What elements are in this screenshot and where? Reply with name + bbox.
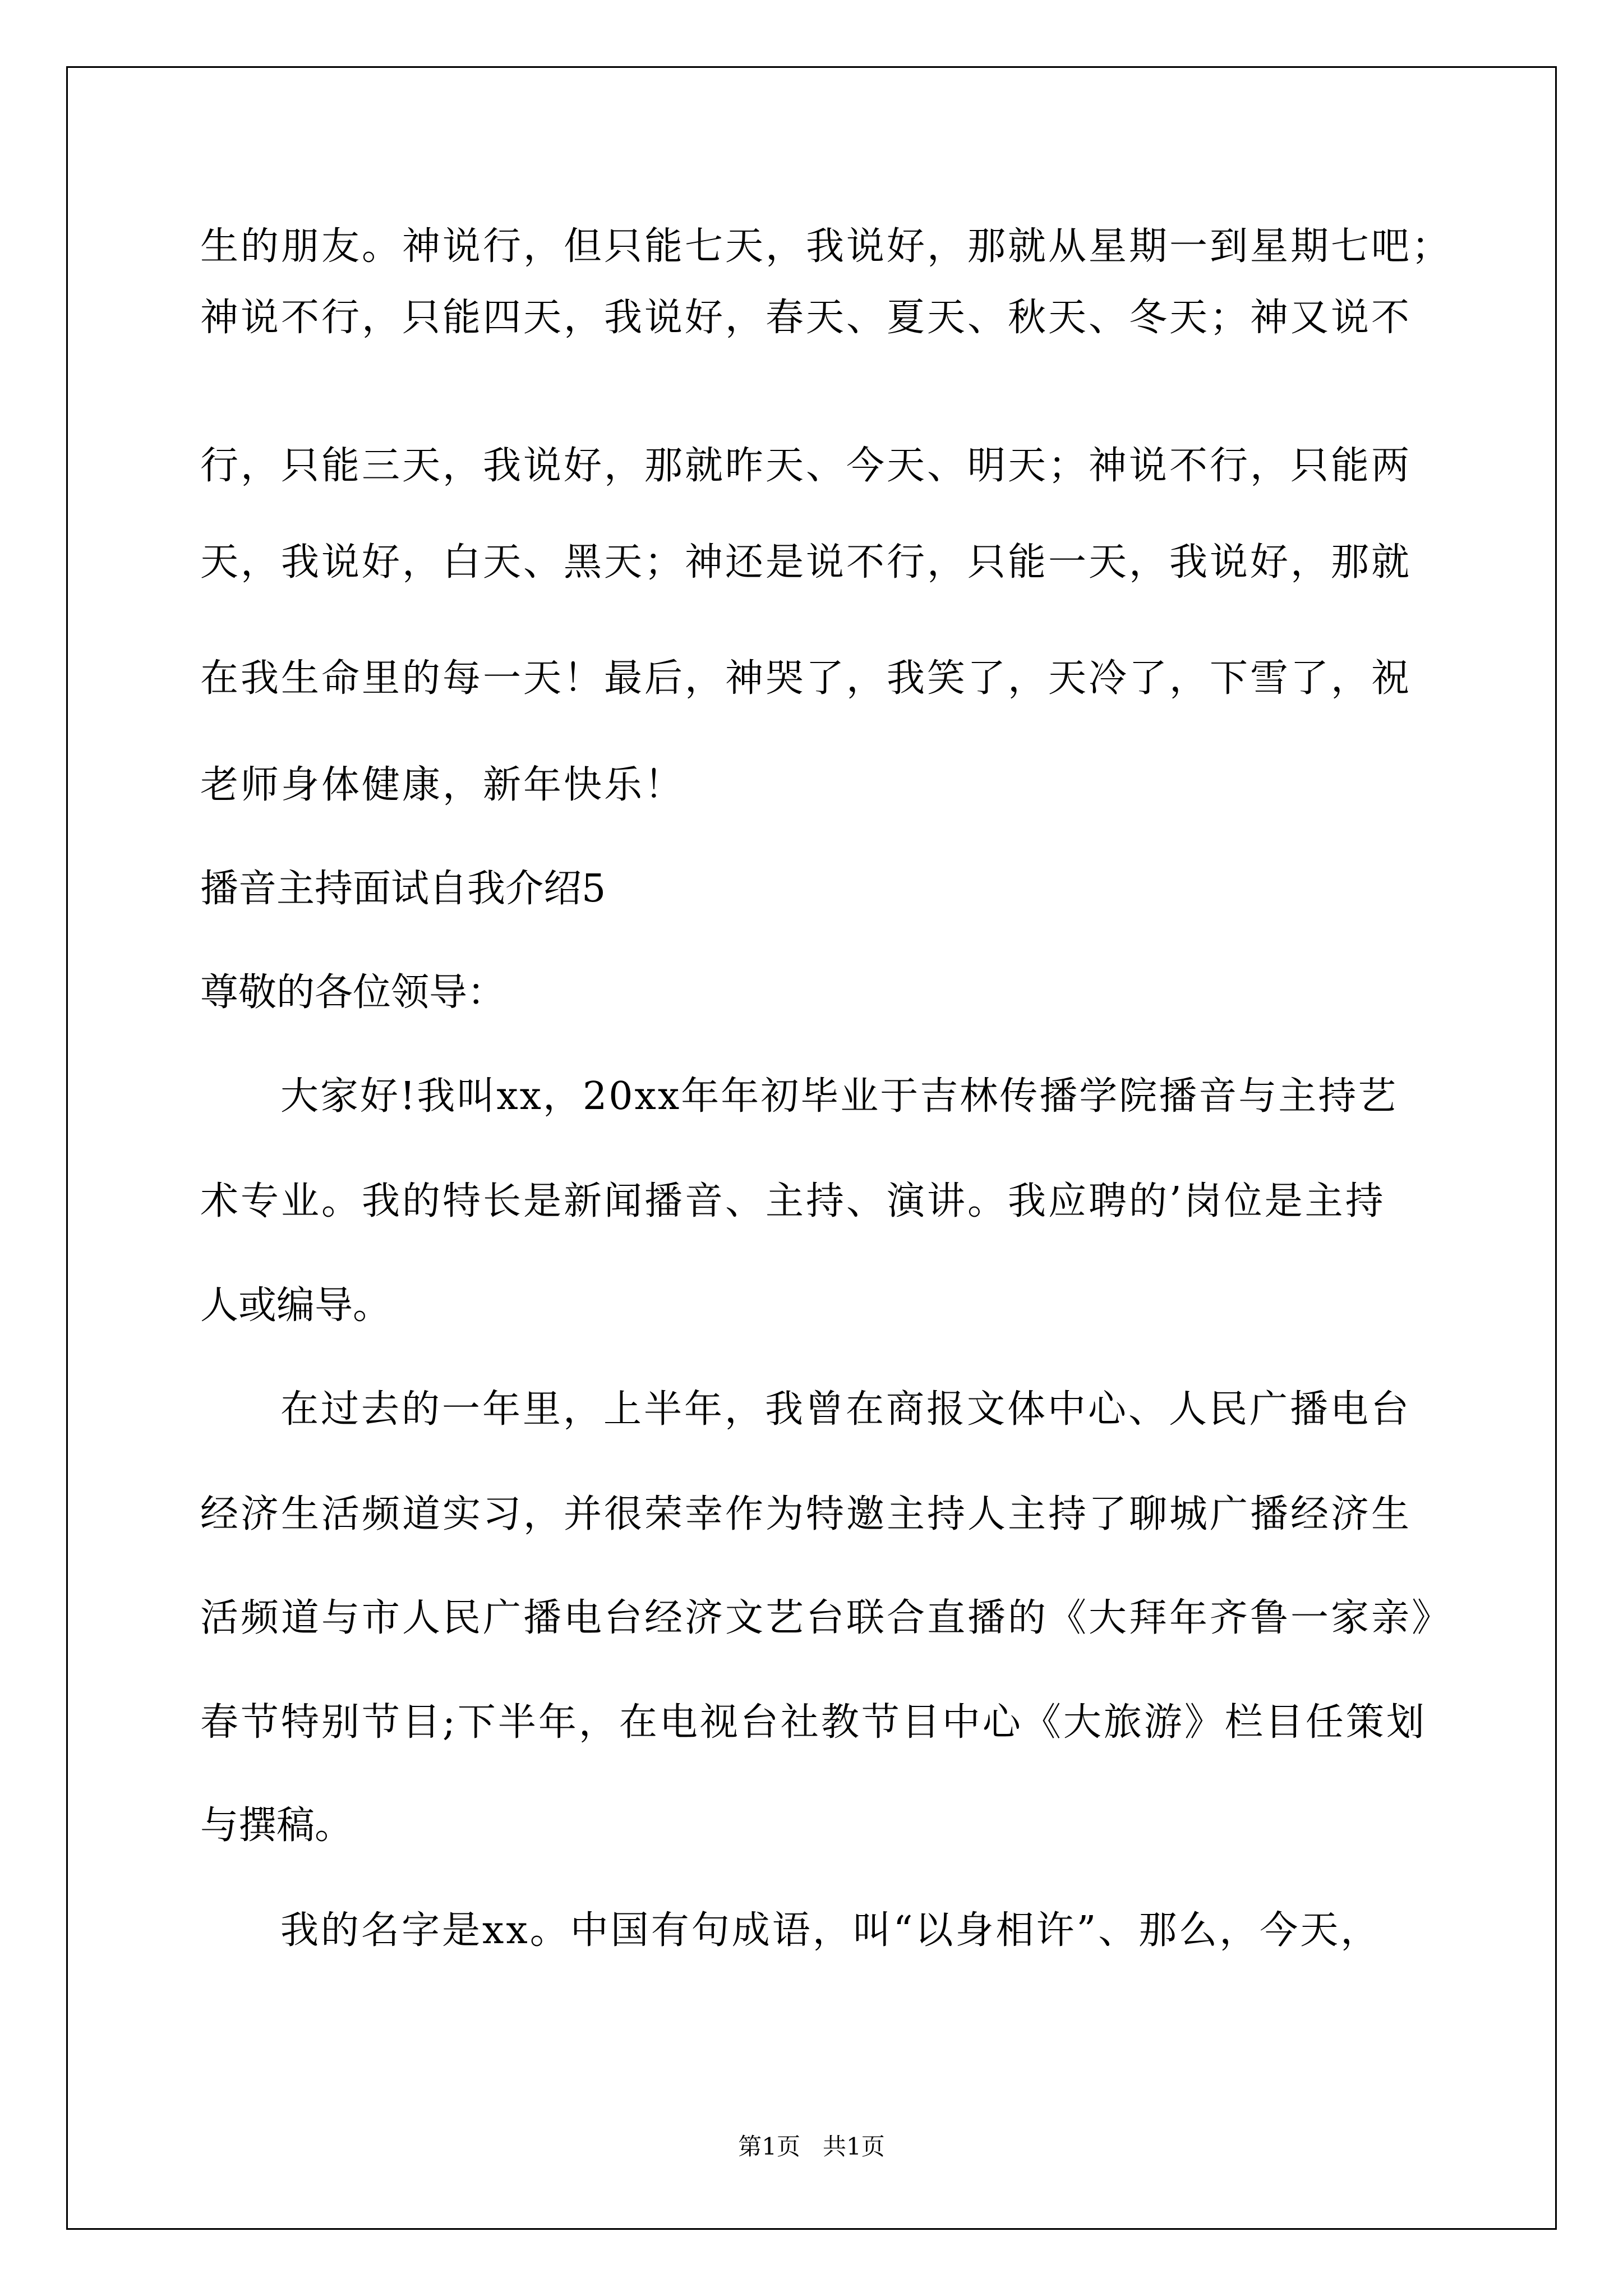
text-line: 活频道与市人民广播电台经济文艺台联合直播的《大拜年齐鲁一家亲》 xyxy=(200,1596,1453,1640)
text-line: 老师身体健康，新年快乐！ xyxy=(200,763,685,807)
text-line: 在过去的一年里，上半年，我曾在商报文体中心、人民广播电台 xyxy=(280,1387,1412,1432)
text-line: 在我生命里的每一天！最后，神哭了，我笑了，天冷了，下雪了，祝 xyxy=(200,656,1412,701)
text-line: 术专业。我的特长是新闻播音、主持、演讲。我应聘的’岗位是主持 xyxy=(200,1179,1386,1223)
section-heading: 播音主持面试自我介绍5 xyxy=(200,867,606,911)
text-line: 春节特别节目;下半年，在电视台社教节目中心《大旅游》栏目任策划 xyxy=(200,1700,1427,1745)
text-line: 神说不行，只能四天，我说好，春天、夏天、秋天、冬天；神又说不 xyxy=(200,296,1412,340)
page-border xyxy=(66,66,1557,2230)
text-line: 经济生活频道实习，并很荣幸作为特邀主持人主持了聊城广播经济生 xyxy=(200,1492,1412,1536)
salutation: 尊敬的各位领导： xyxy=(200,970,506,1015)
text-line: 行，只能三天，我说好，那就昨天、今天、明天；神说不行，只能两 xyxy=(200,444,1412,488)
text-line: 天，我说好，白天、黑天；神还是说不行，只能一天，我说好，那就 xyxy=(200,540,1412,585)
text-line: 与撰稿。 xyxy=(200,1803,353,1848)
text-line: 大家好!我叫xx，20xx年年初毕业于吉林传播学院播音与主持艺 xyxy=(280,1074,1398,1119)
page-footer: 第1页 共1页 xyxy=(738,2133,885,2160)
text-line: 我的名字是xx。中国有句成语，叫“以身相许”、那么，今天， xyxy=(280,1908,1381,1953)
text-line: 生的朋友。神说行，但只能七天，我说好，那就从星期一到星期七吧； xyxy=(200,224,1453,269)
text-line: 人或编导。 xyxy=(200,1283,391,1328)
